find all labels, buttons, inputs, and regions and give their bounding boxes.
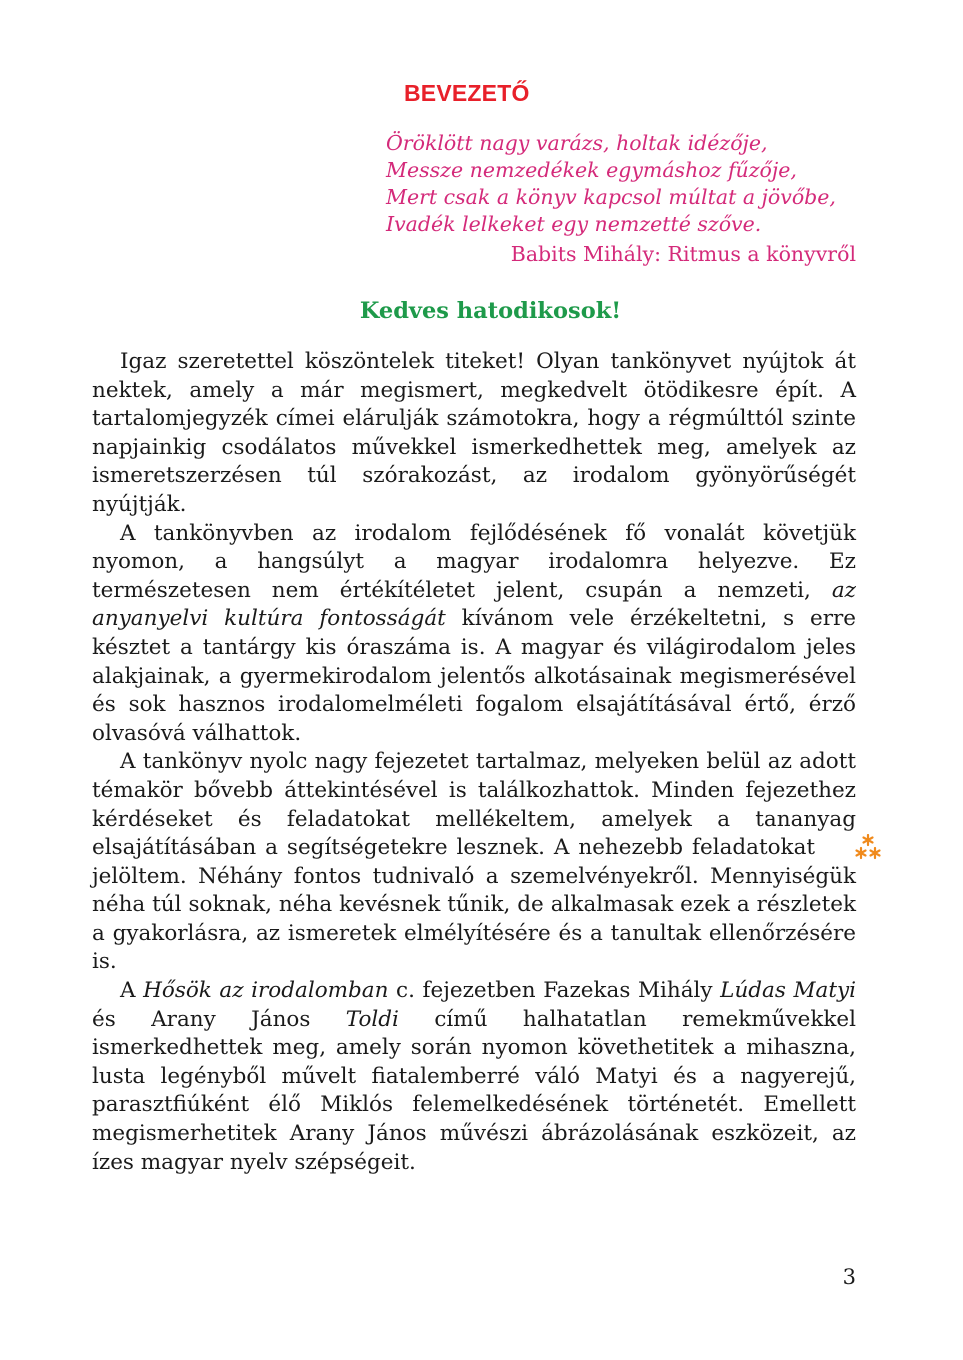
paragraph-3-text-b: jelöltem. Néhány fontos tudnivaló a szemelvényekről. Mennyiségük néha túl soknak, néha kevésnek tűnik, de alkalmasak ezek a részletek a gyakorlásra, az ismeretek elmélyítésére és a tanultak ellenőrzésére is. bbox=[92, 863, 856, 975]
three-asterisks-icon bbox=[826, 834, 854, 860]
paragraph-4-text-c: és Arany János bbox=[92, 1006, 346, 1032]
section-title: BEVEZETŐ bbox=[404, 80, 530, 106]
paragraph-4 bbox=[92, 977, 856, 1177]
paragraph-4-text-a: A bbox=[120, 978, 144, 1004]
paragraph-1 bbox=[92, 348, 856, 520]
paragraph-2 bbox=[92, 520, 856, 749]
paragraph-4-text-d: című halhatatlan remekművekkel ismerkedhettek meg, amely során nyomon követhetitek a mihaszna, lusta legényből művelt fiatalemberré váló Matyi és a nagyerejű, parasztfiúként élő Miklós felemelkedésének történetét. Emellett megismerhetitek Arany János művészi ábrázolásának eszközeit, az ízes magyar nyelv szépségeit. bbox=[92, 1006, 856, 1175]
epigraph-line: Mert csak a könyv kapcsol múltat a jövőbe, bbox=[386, 185, 836, 209]
epigraph-line: Messze nemzedékek egymáshoz fűzője, bbox=[386, 158, 797, 182]
paragraph-3-text-a: A tankönyv nyolc nagy fejezetet tartalmaz, melyeken belül az adott témakör bővebb áttekintésével is találkozhattok. Minden fejezethez kérdéseket és feladatokat mellékeltem, amelyek a tananyag elsajátításában a segítségetekre lesznek. A nehezebb feladatokat bbox=[92, 749, 856, 861]
chapter-title: Hősök az irodalomban bbox=[143, 978, 389, 1004]
paragraph-4-text-b: c. fejezetben Fazekas Mihály bbox=[388, 978, 721, 1004]
paragraph-3 bbox=[92, 748, 856, 977]
paragraph-2-text-b: kívánom vele érzékeltetni, s erre késztet a tantárgy kis óraszáma is. A magyar és világirodalom jeles alakjainak, a gyermekirodalom jelentős alkotásainak megismerésével és sok hasznos irodalomelméleti fogalom elsajátításával értő, érző olvasóvá válhattok. bbox=[92, 606, 857, 746]
epigraph-attribution: Babits Mihály: Ritmus a könyvről bbox=[510, 242, 856, 266]
work-title-ludas-matyi: Lúdas Matyi bbox=[720, 978, 856, 1004]
greeting-heading bbox=[0, 298, 963, 324]
epigraph bbox=[386, 130, 866, 268]
epigraph-line: Öröklött nagy varázs, holtak idézője, bbox=[386, 131, 768, 155]
page-number: 3 bbox=[842, 1265, 856, 1289]
paragraph-1-text: Igaz szeretettel köszöntelek titeket! Olyan tankönyvet nyújtok át nektek, amely a már megismert, megkedvelt ötödikesre épít. A tartalomjegyzék címei elárulják számotokra, hogy a régmúlttól szinte napjainkig csodálatos művekkel ismerkedhettek meg, amelyek az ismeretszerzésen túl szórakozást, az irodalom gyönyörűségét nyújtják. bbox=[92, 349, 856, 517]
paragraph-2-text-a: A tankönyvben az irodalom fejlődésének fő vonalát követjük nyomon, a hangsúlyt a magyar irodalomra helyezve. Ez természetesen nem értékítéletet jelent, csupán a nemzeti, bbox=[92, 520, 856, 603]
epigraph-line: Ivadék lelkeket egy nemzetté szőve. bbox=[386, 212, 762, 236]
greeting-text: Kedves hatodikosok! bbox=[359, 298, 622, 324]
three-asterisks-icon-svg bbox=[854, 834, 882, 860]
body-text bbox=[92, 348, 856, 1177]
work-title-toldi: Toldi bbox=[345, 1006, 399, 1032]
paragraph-2-emphasis: az anyanyelvi kultúra fontosságát bbox=[92, 577, 856, 632]
